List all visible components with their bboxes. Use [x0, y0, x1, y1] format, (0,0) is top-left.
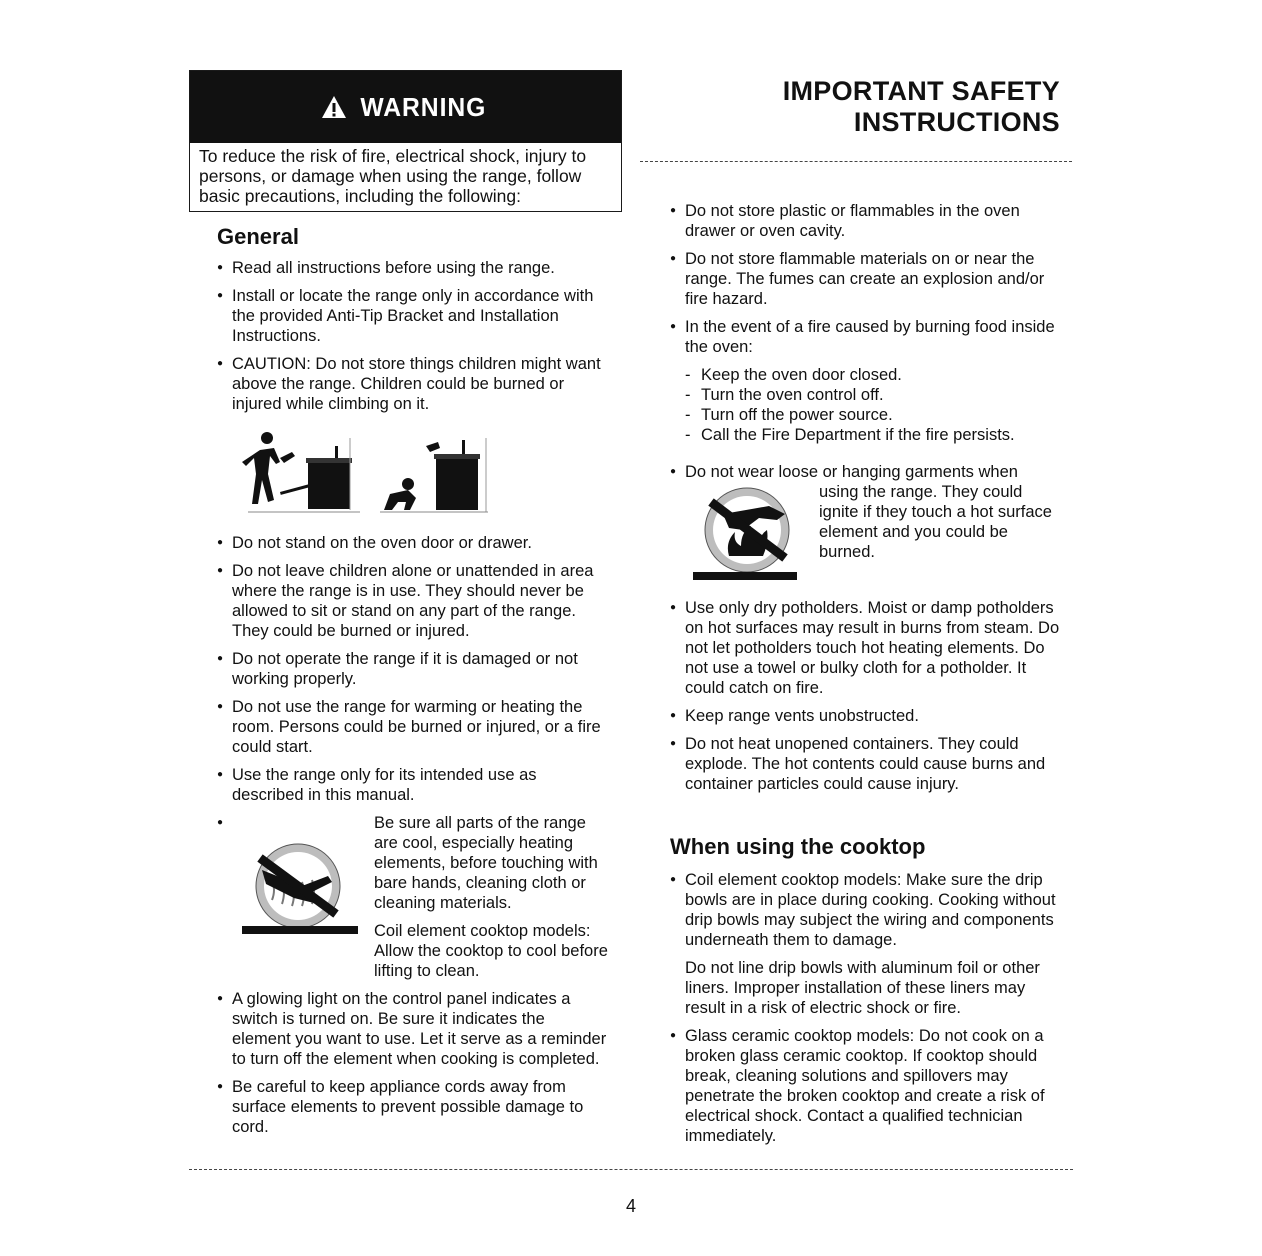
warning-banner	[190, 71, 621, 143]
footer-divider	[189, 1169, 1073, 1170]
fire-step: - Turn the oven control off.	[685, 385, 1060, 405]
child-crawling-icon	[384, 438, 486, 512]
general-list-mid	[217, 533, 607, 805]
bullet: ●	[217, 817, 224, 828]
list-item: ● Do not store flammable materials on or near the range. The fumes can create an explosion and/or fire hazard.	[670, 249, 1060, 309]
right-column	[670, 201, 1060, 453]
list-item	[670, 317, 1060, 445]
child-climbing-illustration	[240, 428, 490, 518]
warning-title: WARNING	[360, 91, 487, 122]
list-item: ● Install or locate the range only in accordance with the provided Anti-Tip Bracket and Installation Instructions.	[217, 286, 607, 346]
coil-item-text: Coil element cooktop models: Make sure the drip bowls are in place during cooking. Cooking without drip bowls may subject the wiring and components underneath them to damage.	[685, 871, 1056, 949]
fire-step: - Keep the oven door closed.	[685, 365, 1060, 385]
header-divider	[640, 161, 1072, 162]
fire-steps-list	[685, 365, 1060, 445]
list-item: ● Do not store plastic or flammables in the oven drawer or oven cavity.	[670, 201, 1060, 241]
cool-parts-cont: Coil element cooktop models: Allow the cooktop to cool before lifting to clean.	[374, 922, 608, 980]
cooktop-section	[670, 834, 1060, 1154]
bullet: ●	[670, 466, 677, 477]
cooktop-list	[670, 870, 1060, 1146]
fire-item-text: In the event of a fire caused by burning food inside the oven:	[685, 318, 1055, 356]
cool-parts-text: Be sure all parts of the range are cool, especially heating elements, before touching with bare hands, cleaning cloth or cleaning materials.	[232, 813, 607, 943]
no-loose-garments-icon	[685, 484, 805, 584]
page-number: 4	[625, 1196, 636, 1216]
fire-step: - Turn off the power source.	[685, 405, 1060, 425]
list-item: ● Do not stand on the oven door or drawer.	[217, 533, 607, 553]
general-list-top	[217, 258, 607, 414]
warning-text: To reduce the risk of fire, electrical shock, injury to persons, or damage when using the range, follow basic precautions, including the following:	[199, 146, 587, 206]
title-line-1: IMPORTANT SAFETY	[782, 76, 1060, 106]
garments-text: Do not wear loose or hanging garments when using the range. They could ignite if they touch a hot surface element and you could be burned.	[685, 463, 1052, 561]
general-list-end	[217, 989, 607, 1137]
general-section	[217, 224, 607, 422]
no-touch-hot-element-icon	[242, 840, 360, 940]
list-item: ● Glass ceramic cooktop models: Do not cook on a broken glass ceramic cooktop. If cooktop should break, cleaning solutions and spillovers may penetrate the broken cooktop and create a risk of electrical shock. Contact a qualified technician immediately.	[670, 1026, 1060, 1146]
list-item: ● Do not use the range for warming or heating the room. Persons could be burned or injured, or a fire could start.	[217, 697, 607, 757]
right-list-top	[670, 201, 1060, 445]
list-item: ● Keep range vents unobstructed.	[670, 706, 1060, 726]
child-standing-icon	[242, 432, 352, 510]
warning-triangle-icon	[321, 95, 347, 119]
list-item: ● Do not operate the range if it is damaged or not working properly.	[217, 649, 607, 689]
list-item: ● Do not heat unopened containers. They could explode. The hot contents could cause burns and container particles could cause injury.	[670, 734, 1060, 794]
list-item: ● Read all instructions before using the range.	[217, 258, 607, 278]
list-item	[670, 870, 1060, 1018]
warning-box	[189, 70, 622, 212]
list-item: ● Use only dry potholders. Moist or damp potholders on hot surfaces may result in burns from steam. Do not let potholders touch hot heating elements. Do not use a towel or bulky cloth for a potholder. It could catch on fire.	[670, 598, 1060, 698]
list-item: ● A glowing light on the control panel indicates a switch is turned on. Be sure it indicates the element you want to use. Let it serve as a reminder to turn off the element when cooking is completed.	[217, 989, 607, 1069]
general-heading: General	[217, 224, 299, 249]
list-item: ● Be careful to keep appliance cords away from surface elements to prevent possible damage to cord.	[217, 1077, 607, 1137]
coil-item-cont: Do not line drip bowls with aluminum foil or other liners. Improper installation of these liners may result in a risk of electric shock or fire.	[685, 959, 1040, 1017]
garments-item	[670, 462, 1060, 592]
fire-step: - Call the Fire Department if the fire persists.	[685, 425, 1060, 445]
right-column-mid	[670, 598, 1060, 802]
right-list-mid	[670, 598, 1060, 794]
page-title	[783, 76, 1060, 138]
list-item: ● CAUTION: Do not store things children might want above the range. Children could be burned or injured while climbing on it.	[217, 354, 607, 414]
general-section-continued	[217, 533, 607, 813]
general-section-end	[217, 989, 607, 1145]
title-line-2: INSTRUCTIONS	[853, 107, 1060, 137]
list-item: ● Use the range only for its intended use as described in this manual.	[217, 765, 607, 805]
cooktop-heading: When using the cooktop	[670, 834, 926, 859]
list-item: ● Do not leave children alone or unattended in area where the range is in use. They should never be allowed to sit or stand on any part of the range. They could be burned or injured.	[217, 561, 607, 641]
